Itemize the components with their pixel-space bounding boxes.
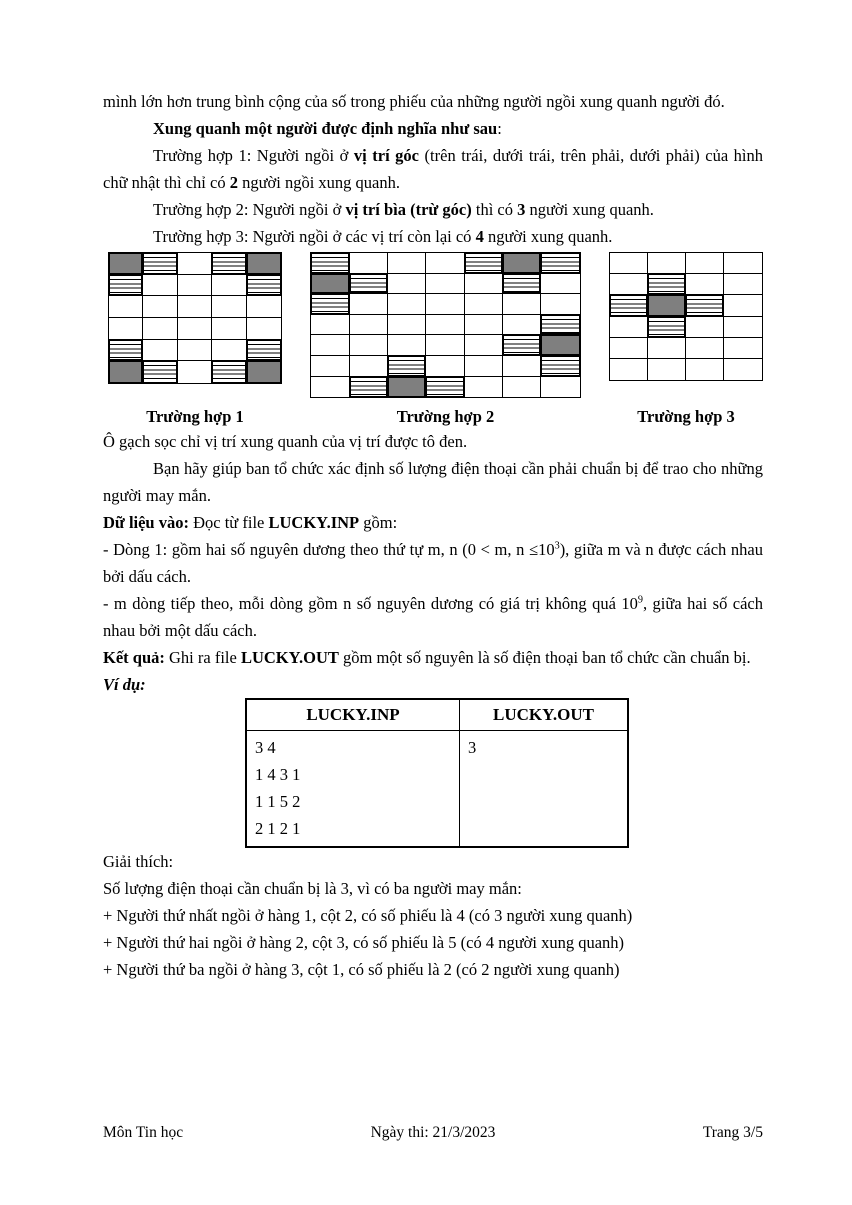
seat-cell bbox=[541, 294, 579, 315]
seat-cell bbox=[610, 274, 648, 295]
seat-grid-row bbox=[109, 296, 281, 318]
paragraph bbox=[103, 509, 763, 536]
seat-cell bbox=[426, 274, 464, 295]
text-run: mình lớn hơn trung bình cộng của số trong phiếu của những người ngồi xung quanh người đó. bbox=[103, 92, 725, 111]
case-figures-row bbox=[103, 252, 763, 428]
seat-cell bbox=[426, 315, 464, 336]
table-cell-input bbox=[247, 731, 460, 846]
neighbor-seat-cell bbox=[686, 295, 724, 316]
seat-cell bbox=[724, 295, 762, 316]
seat-cell bbox=[388, 253, 426, 274]
figure-case-3 bbox=[609, 252, 763, 428]
neighbor-seat-cell bbox=[426, 377, 464, 398]
table-cell-output bbox=[460, 731, 627, 846]
seat-grid-row bbox=[610, 295, 762, 316]
seat-cell bbox=[350, 294, 388, 315]
seat-grid-row bbox=[610, 338, 762, 359]
text-run: Ví dụ: bbox=[103, 675, 146, 694]
text-run: - m dòng tiếp theo, mỗi dòng gồm n số nguyên dương có giá trị không quá 10 bbox=[103, 594, 638, 613]
seat-cell bbox=[143, 275, 177, 297]
text-run: người xung quanh. bbox=[483, 227, 613, 246]
seat-cell bbox=[610, 338, 648, 359]
seat-cell bbox=[724, 338, 762, 359]
seat-cell bbox=[465, 356, 503, 377]
text-run: vị trí góc bbox=[353, 146, 420, 165]
selected-seat-cell bbox=[311, 274, 349, 295]
selected-seat-cell bbox=[648, 295, 686, 316]
selected-seat-cell bbox=[388, 377, 426, 398]
seat-grid-row bbox=[610, 253, 762, 274]
seat-cell bbox=[311, 315, 349, 336]
neighbor-seat-cell bbox=[143, 361, 177, 383]
neighbor-seat-cell bbox=[247, 340, 281, 362]
text-run: gồm: bbox=[359, 513, 398, 532]
neighbor-seat-cell bbox=[503, 335, 541, 356]
seat-grid-row bbox=[610, 274, 762, 295]
text-run: Trường hợp 3: Người ngồi ở các vị trí còn lại có bbox=[153, 227, 476, 246]
text-run: LUCKY.OUT bbox=[240, 648, 339, 667]
text-run: , giữa hai số cách nhau bởi một dấu cách. bbox=[103, 594, 763, 640]
seat-grid-case-2 bbox=[310, 252, 580, 398]
paragraph bbox=[103, 196, 763, 223]
text-run: + Người thứ nhất ngồi ở hàng 1, cột 2, có số phiếu là 4 (có 3 người xung quanh) bbox=[103, 906, 633, 925]
seat-cell bbox=[686, 359, 724, 380]
example-table-header-row bbox=[247, 700, 627, 731]
seat-cell bbox=[109, 318, 143, 340]
seat-grid-row bbox=[109, 340, 281, 362]
seat-cell bbox=[212, 296, 246, 318]
selected-seat-cell bbox=[109, 361, 143, 383]
seat-cell bbox=[503, 315, 541, 336]
seat-grid-case-1 bbox=[108, 252, 282, 384]
neighbor-seat-cell bbox=[350, 274, 388, 295]
paragraph bbox=[103, 956, 763, 983]
selected-seat-cell bbox=[247, 361, 281, 383]
seat-cell bbox=[178, 296, 212, 318]
text-run: Giải thích: bbox=[103, 852, 174, 871]
text-run: + Người thứ hai ngồi ở hàng 2, cột 3, có số phiếu là 5 (có 4 người xung quanh) bbox=[103, 933, 625, 952]
page-footer bbox=[103, 1122, 763, 1144]
neighbor-seat-cell bbox=[648, 274, 686, 295]
seat-grid-row bbox=[109, 253, 281, 275]
seat-cell bbox=[686, 317, 724, 338]
paragraph bbox=[103, 536, 763, 590]
seat-cell bbox=[541, 274, 579, 295]
seat-cell bbox=[648, 338, 686, 359]
seat-cell bbox=[247, 296, 281, 318]
seat-grid-row bbox=[311, 274, 579, 295]
seat-cell bbox=[503, 377, 541, 398]
text-run: Trường hợp 1: Người ngồi ở bbox=[153, 146, 354, 165]
seat-cell bbox=[247, 318, 281, 340]
seat-grid-row bbox=[109, 318, 281, 340]
seat-cell bbox=[648, 359, 686, 380]
neighbor-seat-cell bbox=[465, 253, 503, 274]
seat-cell bbox=[212, 318, 246, 340]
text-run: 3 bbox=[517, 200, 526, 219]
seat-cell bbox=[426, 356, 464, 377]
seat-cell bbox=[388, 294, 426, 315]
text-run: gồm một số nguyên là số điện thoại ban tổ chức cần chuẩn bị. bbox=[338, 648, 751, 667]
paragraph bbox=[103, 929, 763, 956]
neighbor-seat-cell bbox=[648, 317, 686, 338]
text-run: Ghi ra file bbox=[164, 648, 241, 667]
text-run: thì có bbox=[471, 200, 518, 219]
input-line: 1 1 5 2 bbox=[255, 792, 301, 811]
text-run: - Dòng 1: gồm hai số nguyên dương theo thứ tự m, n (0 < m, n ≤10 bbox=[103, 540, 555, 559]
seat-cell bbox=[109, 296, 143, 318]
seat-grid-row bbox=[311, 294, 579, 315]
document-body bbox=[103, 88, 763, 983]
seat-cell bbox=[503, 356, 541, 377]
seat-cell bbox=[311, 335, 349, 356]
seat-cell bbox=[350, 335, 388, 356]
table-header-input: LUCKY.INP bbox=[247, 700, 460, 730]
neighbor-seat-cell bbox=[311, 253, 349, 274]
text-run: Dữ liệu vào: bbox=[103, 513, 189, 532]
footer-subject: Môn Tin học bbox=[103, 1124, 184, 1141]
text-run: vị trí bìa (trừ góc) bbox=[345, 200, 472, 219]
neighbor-seat-cell bbox=[109, 340, 143, 362]
seat-cell bbox=[178, 340, 212, 362]
neighbor-seat-cell bbox=[212, 253, 246, 275]
seat-grid-case-3 bbox=[609, 252, 763, 381]
input-line: 2 1 2 1 bbox=[255, 819, 301, 838]
seat-cell bbox=[724, 253, 762, 274]
seat-cell bbox=[686, 274, 724, 295]
paragraph bbox=[103, 428, 763, 455]
figure-caption-case-1: Trường hợp 1 bbox=[146, 407, 244, 426]
example-table bbox=[245, 698, 629, 848]
seat-cell bbox=[350, 356, 388, 377]
paragraph bbox=[103, 223, 763, 250]
seat-cell bbox=[143, 340, 177, 362]
text-run: Xung quanh một người được định nghĩa như sau bbox=[153, 119, 498, 138]
seat-cell bbox=[541, 377, 579, 398]
seat-cell bbox=[143, 296, 177, 318]
seat-cell bbox=[178, 275, 212, 297]
text-run: người xung quanh. bbox=[525, 200, 654, 219]
seat-cell bbox=[465, 274, 503, 295]
selected-seat-cell bbox=[247, 253, 281, 275]
text-run: + Người thứ ba ngồi ở hàng 3, cột 1, có số phiếu là 2 (có 2 người xung quanh) bbox=[103, 960, 620, 979]
paragraph bbox=[103, 88, 763, 115]
input-line: 3 4 bbox=[255, 738, 276, 757]
text-run: Ô gạch sọc chỉ vị trí xung quanh của vị trí được tô đen. bbox=[103, 432, 468, 451]
paragraph bbox=[103, 142, 763, 196]
seat-cell bbox=[178, 318, 212, 340]
neighbor-seat-cell bbox=[541, 315, 579, 336]
footer-exam-date: Ngày thi: 21/3/2023 bbox=[370, 1124, 496, 1141]
figure-caption-case-3: Trường hợp 3 bbox=[637, 407, 735, 426]
seat-cell bbox=[724, 317, 762, 338]
paragraph bbox=[103, 590, 763, 644]
neighbor-seat-cell bbox=[143, 253, 177, 275]
text-run: 4 bbox=[475, 227, 484, 246]
output-line: 3 bbox=[468, 738, 477, 757]
seat-cell bbox=[648, 253, 686, 274]
neighbor-seat-cell bbox=[541, 253, 579, 274]
seat-cell bbox=[178, 361, 212, 383]
seat-cell bbox=[610, 317, 648, 338]
seat-cell bbox=[426, 253, 464, 274]
paragraph bbox=[103, 902, 763, 929]
text-run: : bbox=[497, 119, 502, 138]
seat-cell bbox=[350, 253, 388, 274]
paragraph bbox=[103, 644, 763, 671]
neighbor-seat-cell bbox=[388, 356, 426, 377]
seat-grid-row bbox=[311, 356, 579, 377]
figure-case-1 bbox=[108, 252, 282, 428]
text-run: Kết quả: bbox=[103, 648, 165, 667]
neighbor-seat-cell bbox=[350, 377, 388, 398]
text-run: ), giữa m và n được cách nhau bởi dấu cách. bbox=[103, 540, 763, 586]
seat-cell bbox=[426, 335, 464, 356]
seat-grid-row bbox=[311, 253, 579, 274]
text-run: LUCKY.INP bbox=[268, 513, 360, 532]
seat-cell bbox=[143, 318, 177, 340]
seat-cell bbox=[388, 274, 426, 295]
footer-page-number: Trang 3/5 bbox=[702, 1124, 763, 1141]
paragraph bbox=[103, 848, 763, 875]
neighbor-seat-cell bbox=[109, 275, 143, 297]
seat-cell bbox=[426, 294, 464, 315]
seat-grid-row bbox=[109, 361, 281, 383]
neighbor-seat-cell bbox=[311, 294, 349, 315]
paragraph bbox=[103, 671, 763, 698]
text-run: Trường hợp 2: Người ngồi ở bbox=[153, 200, 346, 219]
seat-cell bbox=[388, 335, 426, 356]
paragraph bbox=[103, 875, 763, 902]
seat-cell bbox=[212, 275, 246, 297]
seat-cell bbox=[465, 335, 503, 356]
seat-grid-row bbox=[610, 359, 762, 380]
text-run: Bạn hãy giúp ban tổ chức xác định số lượng điện thoại cần phải chuẩn bị để trao cho những người may mắn. bbox=[103, 459, 763, 505]
paragraph bbox=[103, 115, 763, 142]
neighbor-seat-cell bbox=[541, 356, 579, 377]
seat-cell bbox=[465, 315, 503, 336]
text-run: 2 bbox=[229, 173, 238, 192]
seat-cell bbox=[465, 377, 503, 398]
seat-cell bbox=[610, 253, 648, 274]
input-line: 1 4 3 1 bbox=[255, 765, 301, 784]
neighbor-seat-cell bbox=[212, 361, 246, 383]
selected-seat-cell bbox=[109, 253, 143, 275]
selected-seat-cell bbox=[503, 253, 541, 274]
seat-cell bbox=[311, 377, 349, 398]
text-run: 3 bbox=[554, 540, 560, 552]
paragraph bbox=[103, 455, 763, 509]
seat-cell bbox=[465, 294, 503, 315]
seat-cell bbox=[724, 359, 762, 380]
seat-cell bbox=[388, 315, 426, 336]
seat-cell bbox=[311, 356, 349, 377]
text-run: Số lượng điện thoại cần chuẩn bị là 3, vì có ba người may mắn: bbox=[103, 879, 522, 898]
text-run: 9 bbox=[637, 594, 643, 606]
seat-cell bbox=[610, 359, 648, 380]
seat-cell bbox=[503, 294, 541, 315]
seat-grid-row bbox=[311, 335, 579, 356]
figure-caption-case-2: Trường hợp 2 bbox=[396, 407, 495, 426]
text-run: (trên trái, dưới trái, trên phải, dưới phải) của hình chữ nhật thì chỉ có bbox=[103, 146, 764, 192]
neighbor-seat-cell bbox=[610, 295, 648, 316]
table-header-output: LUCKY.OUT bbox=[493, 705, 594, 724]
text-run: người ngồi xung quanh. bbox=[237, 173, 400, 192]
seat-cell bbox=[178, 253, 212, 275]
neighbor-seat-cell bbox=[247, 275, 281, 297]
seat-grid-row bbox=[311, 377, 579, 398]
example-table-body-row bbox=[247, 731, 627, 846]
seat-grid-row bbox=[109, 275, 281, 297]
seat-cell bbox=[212, 340, 246, 362]
neighbor-seat-cell bbox=[503, 274, 541, 295]
figure-case-2 bbox=[310, 252, 580, 428]
text-run: Đọc từ file bbox=[188, 513, 269, 532]
selected-seat-cell bbox=[541, 335, 579, 356]
seat-cell bbox=[350, 315, 388, 336]
seat-cell bbox=[724, 274, 762, 295]
seat-cell bbox=[686, 338, 724, 359]
seat-grid-row bbox=[311, 315, 579, 336]
seat-grid-row bbox=[610, 317, 762, 338]
seat-cell bbox=[686, 253, 724, 274]
